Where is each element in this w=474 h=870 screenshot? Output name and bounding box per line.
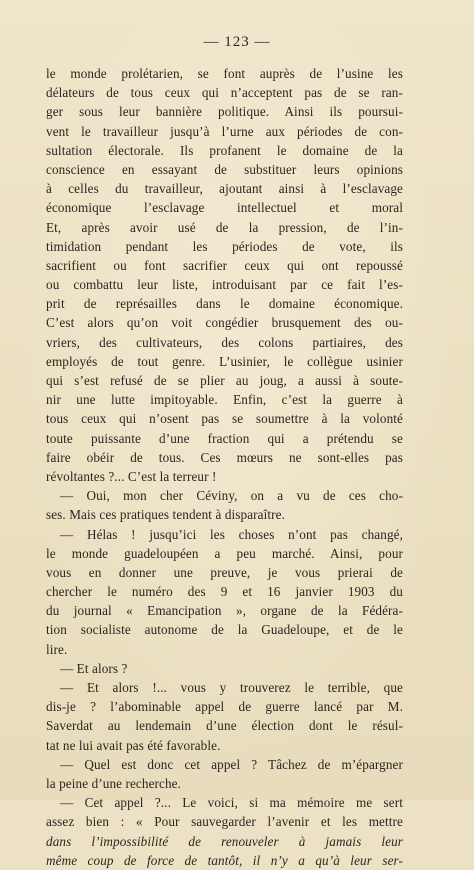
text-line: — Quel est donc cet appel ? Tâchez de m’épargner	[60, 756, 403, 772]
text-line: vriers, des cultivateurs, des colons partiaires, des	[46, 334, 403, 350]
text-line: employés de tout genre. L’usinier, le collègue usinier	[46, 353, 403, 369]
text-line: même coup de force de tantôt, il n’y a qu’à leur ser-	[46, 852, 403, 868]
text-line: qui s’est refusé de se plier au joug, a aussi à soute-	[46, 373, 403, 388]
text-line: ou combattu leur liste, introduisant par ce fait l’es-	[46, 277, 403, 293]
text-line: C’est alors qu’on voit congédier brusquement des ou-	[46, 315, 403, 331]
text-line: — Et alors !... vous y trouverez le terrible, que	[60, 680, 403, 695]
text-line: faire obéir de tous. Ces mœurs ne sont-elles pas	[46, 449, 403, 465]
text-line: — Hélas ! jusqu’ici les choses n’ont pas changé,	[60, 526, 403, 542]
text-line: ger sous leur bannière politique. Ainsi ils poursui-	[46, 104, 403, 120]
text-line: tous ceux qui n’osent pas se soumettre à la volonté	[46, 411, 403, 427]
text-line: à celles du travailleur, ajoutant ainsi à l’esclavage	[46, 181, 403, 197]
text-line: la peine d’une recherche.	[46, 775, 182, 791]
text-line: sultation électorale. Ils profanent le domaine de la	[46, 142, 403, 158]
text-line: ses. Mais ces pratiques tendent à disparaître.	[46, 507, 285, 523]
text-line: chercher le numéro des 9 et 16 janvier 1903 du	[46, 584, 403, 600]
text-line: tion socialiste autonome de la Guadeloupe, et de le	[46, 622, 403, 638]
text-line: le monde prolétarien, se font auprès de l’usine les	[46, 66, 403, 81]
text-line: le monde guadeloupéen a peu marché. Ainsi, pour	[46, 545, 403, 561]
body-text	[46, 64, 403, 870]
text-line: timidation pendant les périodes de vote, ils	[46, 238, 403, 254]
text-line: nir une lutte impitoyable. Enfin, c’est la guerre à	[46, 392, 403, 408]
text-line: assez bien : « Pour sauvegarder l’avenir et les mettre	[46, 814, 403, 830]
text-line: Et, après avoir usé de la pression, de l’in-	[46, 219, 403, 235]
page-number: — 123 —	[203, 34, 271, 50]
text-line: délateurs de tous ceux qui n’acceptent pas de se ran-	[46, 85, 403, 101]
text-line: dis-je ? l’abominable appel de guerre lancé par M.	[46, 699, 403, 715]
text-line: Saverdat au lendemain d’une élection dont le résul-	[46, 718, 403, 734]
text-line: lire.	[46, 641, 68, 657]
text-line: vent le travailleur jusqu’à l’urne aux périodes de con-	[46, 123, 403, 139]
text-line: économique l’esclavage intellectuel et moral	[46, 200, 403, 216]
text-line: — Et alors ?	[60, 660, 128, 676]
text-line: prit de représailles dans le domaine économique.	[46, 296, 403, 312]
text-line: sacrifient ou font sacrifier ceux qui ont repoussé	[46, 257, 403, 273]
text-line: dans l’impossibilité de renouveler à jamais leur	[46, 833, 403, 849]
text-line: — Oui, mon cher Céviny, on a vu de ces cho-	[60, 488, 403, 504]
text-line: toute puissante d’une fraction qui a prétendu se	[46, 430, 403, 446]
text-line: tat ne lui avait pas été favorable.	[46, 737, 221, 753]
text-line: vous en donner une preuve, je vous prierai de	[46, 564, 403, 580]
text-line: révoltantes ?... C’est la terreur !	[46, 468, 217, 484]
text-line: du journal « Emancipation », organe de la Fédéra-	[46, 603, 403, 619]
text-line: conscience en essayant de substituer leurs opinions	[46, 161, 403, 177]
text-line: — Cet appel ?... Le voici, si ma mémoire me sert	[60, 795, 403, 811]
